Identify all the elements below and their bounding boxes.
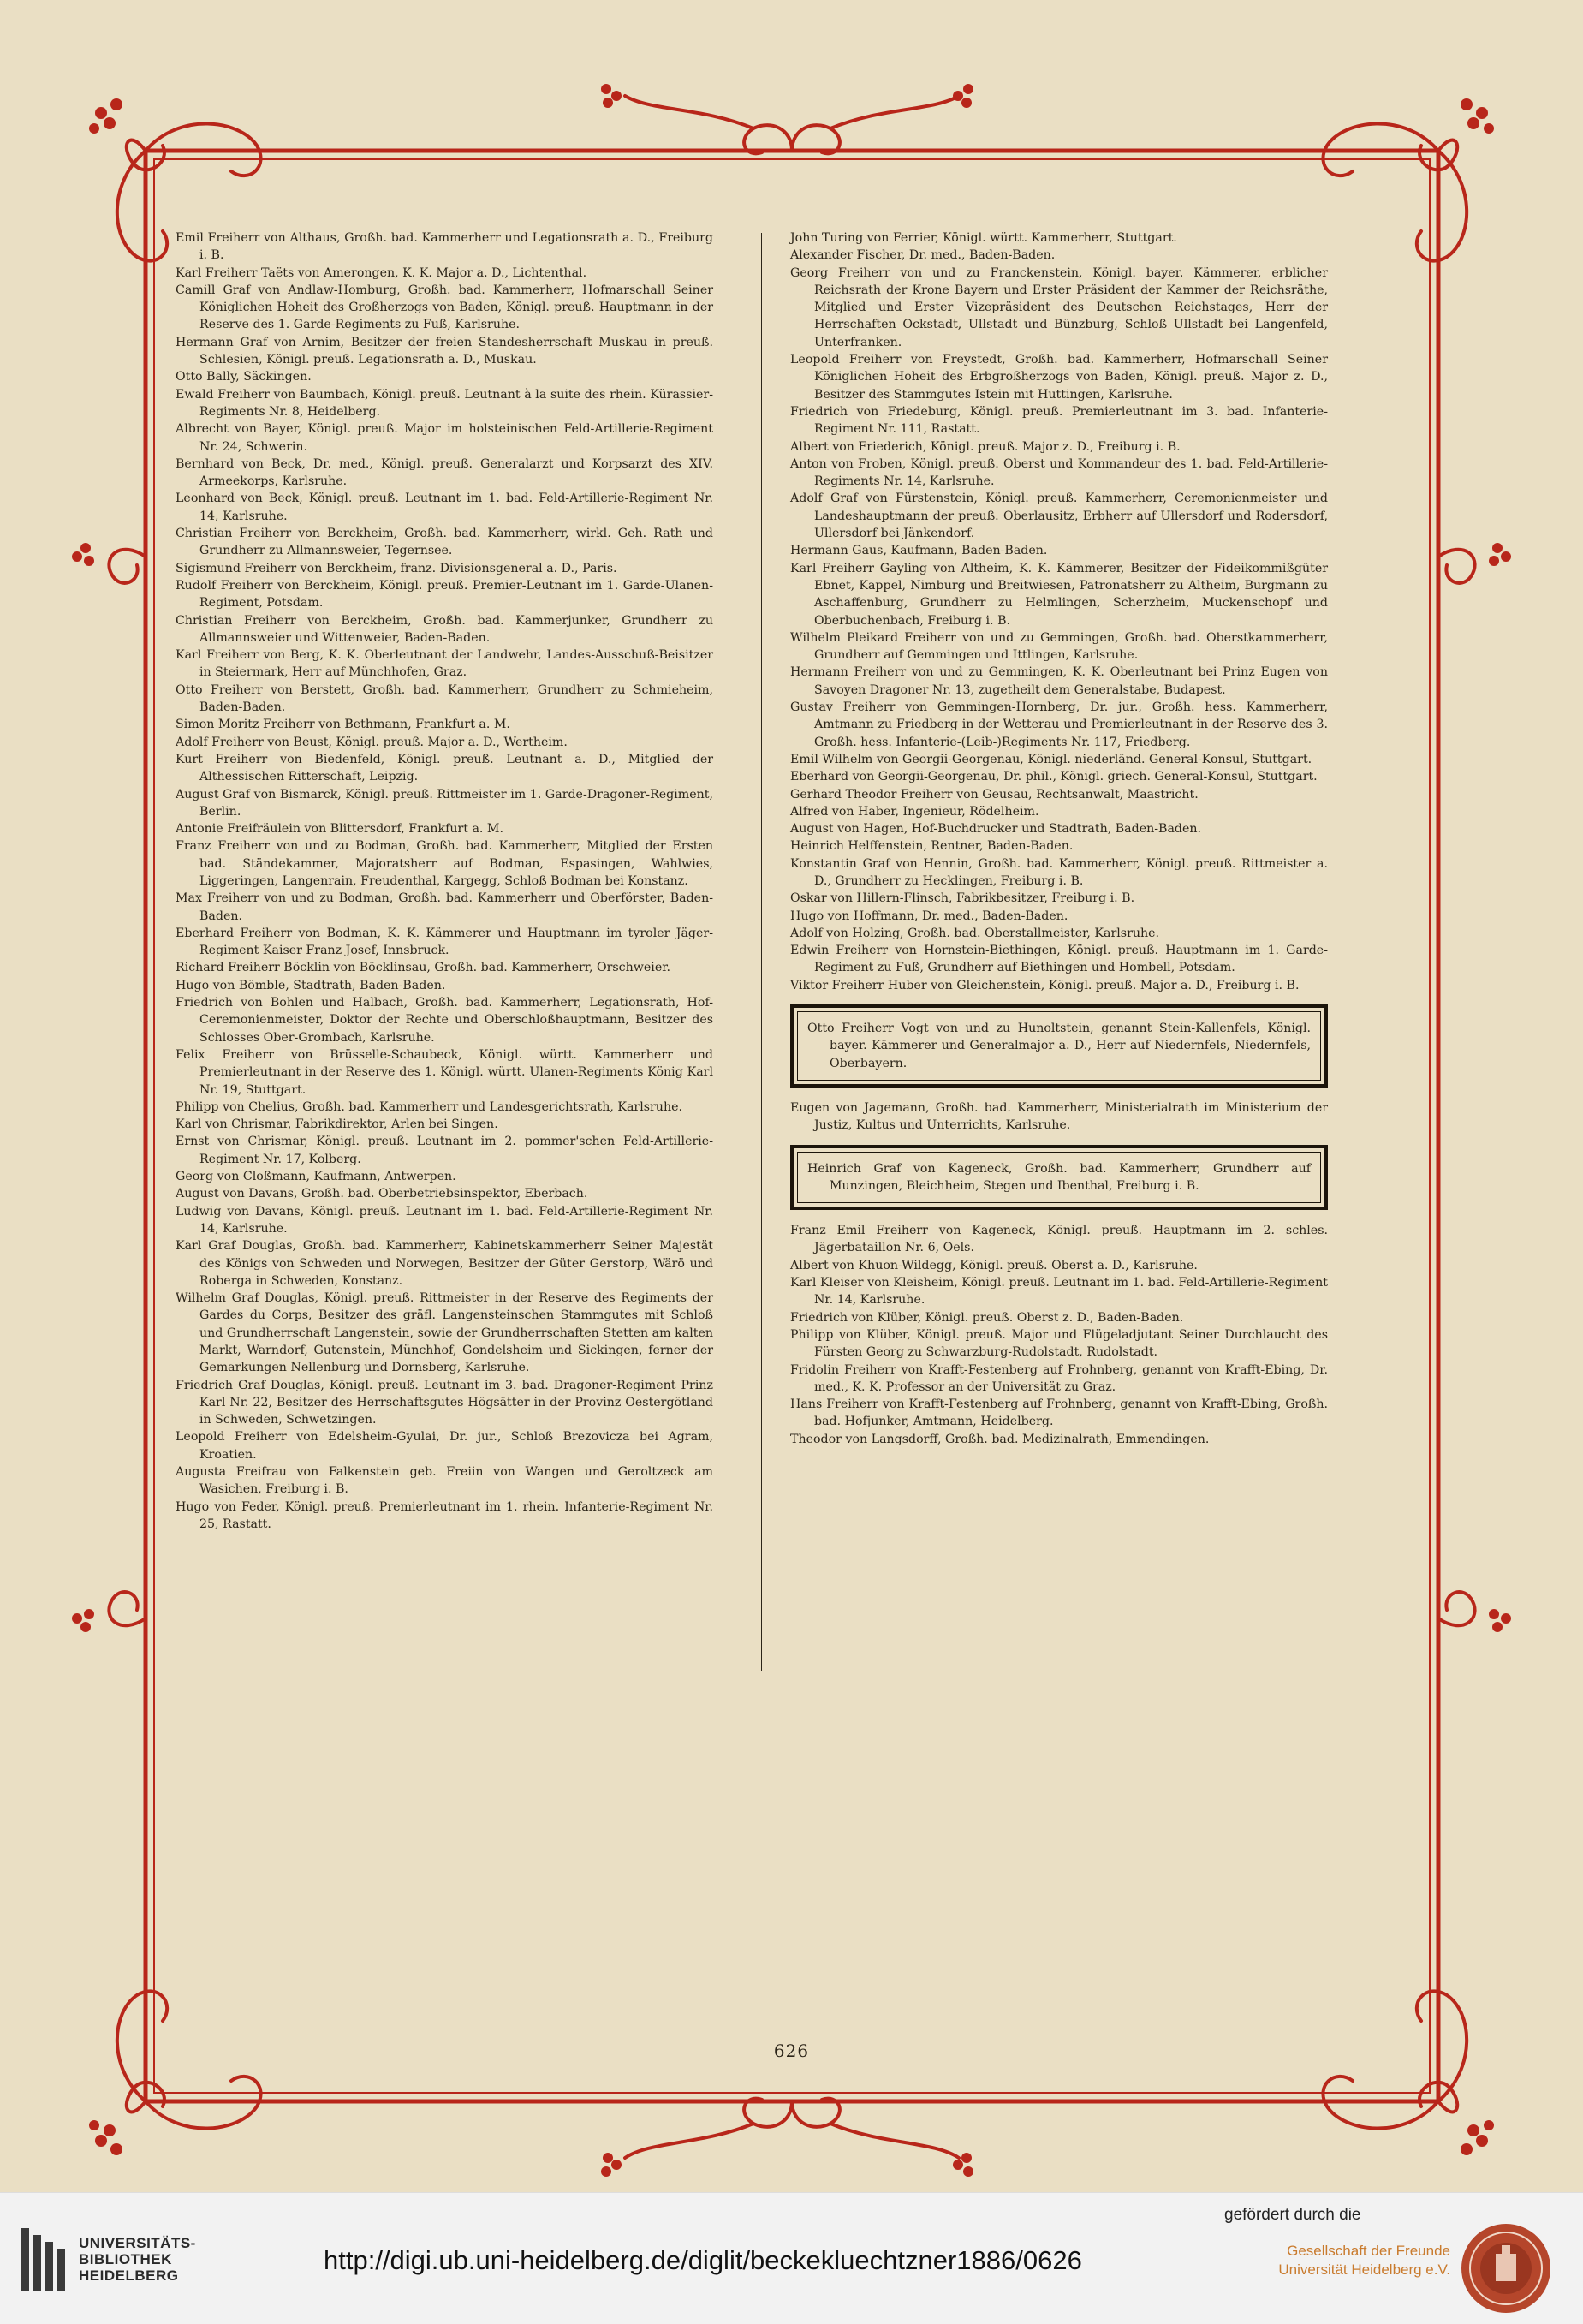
sponsor-name [1229, 2242, 1450, 2279]
library-logo-icon [21, 2228, 70, 2291]
right-column-bottom-entries [790, 1222, 1328, 1448]
list-entry: Heinrich Graf von Kageneck, Großh. bad. Kammerherr, Grundherr auf Munzingen, Bleichheim, Stegen und Ibenthal, Freiburg i. B. [807, 1161, 1311, 1193]
sponsor-line-1: Gesellschaft der Freunde [1287, 2243, 1450, 2259]
list-entry: August Graf von Bismarck, Königl. preuß. Rittmeister im 1. Garde-Dragoner-Regiment, Berlin. [176, 787, 713, 819]
page-number: 626 [773, 2041, 810, 2061]
list-entry: Fridolin Freiherr von Krafft-Festenberg auf Frohnberg, genannt von Krafft-Ebing, Dr. med., K. K. Professor an der Universität zu Graz. [790, 1362, 1328, 1394]
list-entry: John Turing von Ferrier, Königl. württ. Kammerherr, Stuttgart. [790, 231, 1177, 245]
list-entry: Richard Freiherr Böcklin von Böcklinsau, Großh. bad. Kammerherr, Orschweier. [176, 961, 670, 975]
list-entry: Eugen von Jagemann, Großh. bad. Kammerherr, Ministerialrath im Ministerium der Justiz, Kultus und Unterrichts, Karlsruhe. [790, 1100, 1328, 1133]
list-entry: Ludwig von Davans, Königl. preuß. Leutnant im 1. bad. Feld-Artillerie-Regiment Nr. 14, Karlsruhe. [176, 1204, 713, 1236]
list-entry: Karl Freiherr Taëts von Amerongen, K. K. Major a. D., Lichtenthal. [176, 265, 587, 280]
list-entry: Otto Freiherr Vogt von und zu Hunoltstein, genannt Stein-Kallenfels, Königl. bayer. Kämmerer und Generalmajor a. D., Herr auf Niedernfels, Niedernfels, Oberbayern. [807, 1022, 1311, 1070]
list-entry: Karl Freiherr Gayling von Altheim, K. K. Kämmerer, Besitzer der Fideikommißgüter Ebnet, Kappel, Nimburg und Breitwiesen, Patronatsherr zu Altheim, Burgmann zu Aschaffenburg, Grundherr zu Helmlingen, Scherzheim, Muckenschopf und Oberbuchenbach, Freiburg i. B. [790, 561, 1328, 628]
library-line-3: HEIDELBERG [79, 2267, 179, 2284]
list-entry: Gustav Freiherr von Gemmingen-Hornberg, Dr. jur., Großh. hess. Kammerherr, Amtmann zu Friedberg in der Wetterau und Premierleutnant in der Reserve des 3. Großh. hess. Infanterie-(Leib-)Regiments Nr. 117, Friedberg. [790, 700, 1328, 749]
list-entry: Simon Moritz Freiherr von Bethmann, Frankfurt a. M. [176, 718, 510, 732]
list-entry: Alexander Fischer, Dr. med., Baden-Baden. [790, 248, 1056, 263]
list-entry: Leopold Freiherr von Freystedt, Großh. bad. Kammerherr, Hofmarschall Seiner Königlichen Hoheit des Erbgroßherzogs von Baden, Königl. preuß. Major z. D., Besitzer des Stammgutes Istein mit Huttingen, Karlsruhe. [790, 353, 1328, 402]
list-entry: Albert von Khuon-Wildegg, Königl. preuß. Oberst a. D., Karlsruhe. [790, 1258, 1198, 1272]
list-entry: Friedrich von Klüber, Königl. preuß. Oberst z. D., Baden-Baden. [790, 1310, 1184, 1325]
library-line-1: UNIVERSITÄTS- [79, 2235, 196, 2251]
left-column [176, 229, 713, 1533]
right-column [790, 229, 1328, 1448]
list-entry: Rudolf Freiherr von Berckheim, Königl. preuß. Premier-Leutnant im 1. Garde-Ulanen-Regiment, Potsdam. [176, 578, 713, 611]
list-entry: Karl Kleiser von Kleisheim, Königl. preuß. Leutnant im 1. bad. Feld-Artillerie-Regiment Nr. 14, Karlsruhe. [790, 1276, 1328, 1308]
right-column-top-entries [790, 229, 1328, 994]
list-entry: Leonhard von Beck, Königl. preuß. Leutnant im 1. bad. Feld-Artillerie-Regiment Nr. 14, Karlsruhe. [176, 492, 713, 523]
list-entry: Otto Bally, Säckingen. [176, 370, 312, 384]
list-entry: Emil Freiherr von Althaus, Großh. bad. Kammerherr und Legationsrath a. D., Freiburg i. B. [176, 231, 713, 263]
list-entry: Antonie Freifräulein von Blittersdorf, Frankfurt a. M. [176, 822, 503, 837]
list-entry: Franz Emil Freiherr von Kageneck, Königl. preuß. Hauptmann im 2. schles. Jägerbataillon Nr. 6, Oels. [790, 1224, 1328, 1255]
list-entry: August von Hagen, Hof-Buchdrucker und Stadtrath, Baden-Baden. [790, 822, 1202, 837]
list-entry: Oskar von Hillern-Flinsch, Fabrikbesitzer, Freiburg i. B. [790, 891, 1135, 906]
list-entry: Wilhelm Graf Douglas, Königl. preuß. Rittmeister in der Reserve des Regiments der Gardes du Corps, Besitzer des gräfl. Langensteinschen Stammgutes mit Schloß und Grundherrschaft Langenstein, sowie der Grundherrschaften Stetten am kalten Markt, Warndorf, Gutenstein, Münchhof, Gondelsheim und Sickingen, ferner der Gemarkungen Nellenburg und Dornsberg, Karlsruhe. [176, 1291, 713, 1375]
list-entry: Wilhelm Pleikard Freiherr von und zu Gemmingen, Großh. bad. Oberstkammerherr, Grundherr auf Gemmingen und Ittlingen, Karlsruhe. [790, 630, 1328, 663]
university-seal-icon [1459, 2221, 1553, 2315]
list-entry: Eberhard von Georgii-Georgenau, Dr. phil., Königl. griech. General-Konsul, Stuttgart. [790, 770, 1318, 784]
list-entry: Hugo von Bömble, Stadtrath, Baden-Baden. [176, 978, 446, 992]
list-entry: Hermann Freiherr von und zu Gemmingen, K. K. Oberleutnant bei Prinz Eugen von Savoyen Dragoner Nr. 13, zugetheilt dem Generalstabe, Budapest. [790, 665, 1328, 697]
list-entry: Heinrich Helffenstein, Rentner, Baden-Baden. [790, 839, 1074, 854]
list-entry: Karl von Chrismar, Fabrikdirektor, Arlen bei Singen. [176, 1117, 498, 1132]
list-entry: Eberhard Freiherr von Bodman, K. K. Kämmerer und Hauptmann im tyroler Jäger-Regiment Kaiser Franz Josef, Innsbruck. [176, 926, 713, 958]
library-line-2: BIBLIOTHEK [79, 2251, 172, 2267]
sponsor-line-2: Universität Heidelberg e.V. [1278, 2261, 1450, 2278]
permalink-url[interactable]: http://digi.ub.uni-heidelberg.de/diglit/beckekluechtzner1886/0626 [324, 2245, 1082, 2275]
list-entry: Albert von Friederich, Königl. preuß. Major z. D., Freiburg i. B. [790, 439, 1181, 454]
list-entry: Emil Wilhelm von Georgii-Georgenau, Königl. niederländ. General-Konsul, Stuttgart. [790, 752, 1312, 766]
list-entry: Max Freiherr von und zu Bodman, Großh. bad. Kammerherr und Oberförster, Baden-Baden. [176, 891, 713, 923]
list-entry: Bernhard von Beck, Dr. med., Königl. preuß. Generalarzt und Korpsarzt des XIV. Armeekorps, Karlsruhe. [176, 456, 713, 489]
list-entry: Felix Freiherr von Brüsselle-Schaubeck, Königl. württ. Kammerherr und Premierleutnant in der Reserve des 1. Königl. württ. Ulanen-Regiments König Karl Nr. 19, Stuttgart. [176, 1047, 713, 1097]
list-entry: Albrecht von Bayer, Königl. preuß. Major im holsteinischen Feld-Artillerie-Regiment Nr. 24, Schwerin. [176, 422, 713, 454]
list-entry: Hugo von Hoffmann, Dr. med., Baden-Baden. [790, 909, 1068, 923]
funded-by-label: gefördert durch die [1224, 2206, 1361, 2224]
list-entry: Adolf Freiherr von Beust, Königl. preuß. Major a. D., Wertheim. [176, 735, 568, 749]
list-entry: Friedrich von Friedeburg, Königl. preuß. Premierleutnant im 3. bad. Infanterie-Regiment Nr. 111, Rastatt. [790, 404, 1328, 437]
list-entry: Edwin Freiherr von Hornstein-Biethingen, Königl. preuß. Hauptmann im 1. Garde-Regiment zu Fuß, Grundherr auf Biethingen und Hombell, Potsdam. [790, 944, 1328, 975]
list-entry: Gerhard Theodor Freiherr von Geusau, Rechtsanwalt, Maastricht. [790, 787, 1199, 801]
list-entry: Alfred von Haber, Ingenieur, Rödelheim. [790, 804, 1039, 819]
list-entry: Karl Freiherr von Berg, K. K. Oberleutnant der Landwehr, Landes-Ausschuß-Beisitzer in Steiermark, Herr auf Münchhofen, Graz. [176, 648, 713, 680]
list-entry: Ernst von Chrismar, Königl. preuß. Leutnant im 2. pommer'schen Feld-Artillerie-Regiment Nr. 17, Kolberg. [176, 1135, 713, 1166]
list-entry: Adolf Graf von Fürstenstein, Königl. preuß. Kammerherr, Ceremonienmeister und Landeshauptmann der preuß. Oberlausitz, Erbherr auf Ullersdorf und Rodersdorf, Ullersdorf bei Jänkendorf. [790, 492, 1328, 541]
list-entry: Philipp von Chelius, Großh. bad. Kammerherr und Landesgerichtsrath, Karlsruhe. [176, 1099, 682, 1114]
column-divider [761, 233, 762, 1671]
list-entry: Georg von Cloßmann, Kaufmann, Antwerpen. [176, 1170, 456, 1184]
list-entry: Konstantin Graf von Hennin, Großh. bad. Kammerherr, Königl. preuß. Rittmeister a. D., Grundherr zu Hecklingen, Freiburg i. B. [790, 856, 1328, 888]
list-entry: Kurt Freiherr von Biedenfeld, Königl. preuß. Leutnant a. D., Mitglied der Althessischen Ritterschaft, Leipzig. [176, 752, 713, 784]
list-entry: Leopold Freiherr von Edelsheim-Gyulai, Dr. jur., Schloß Brezovicza bei Agram, Kroatien. [176, 1430, 713, 1462]
list-entry: Hans Freiherr von Krafft-Festenberg auf Frohnberg, genannt von Krafft-Ebing, Großh. bad. Hofjunker, Amtmann, Heidelberg. [790, 1397, 1328, 1429]
list-entry: Karl Graf Douglas, Großh. bad. Kammerherr, Kabinetskammerherr Seiner Majestät des Königs von Schweden und Norwegen, Besitzer der Güter Gerstorp, Wärö und Roberga in Schweden, Konstanz. [176, 1239, 713, 1288]
list-entry: Georg Freiherr von und zu Franckenstein, Königl. bayer. Kämmerer, erblicher Reichsrath der Krone Bayern und Erster Präsident der Kammer der Reichsräthe, Mitglied und Erster Vizepräsident des Deutschen Reichstages, Herr der Herrschaften Ockstadt, Ullstadt und Bünzburg, Schloß Ullstadt bei Langenfeld, Unterfranken. [790, 265, 1328, 349]
list-entry: Christian Freiherr von Berckheim, Großh. bad. Kammerherr, wirkl. Geh. Rath und Grundherr zu Allmannsweier, Tegernsee. [176, 527, 713, 558]
list-entry: Theodor von Langsdorff, Großh. bad. Medizinalrath, Emmendingen. [790, 1432, 1210, 1446]
list-entry: Hermann Graf von Arnim, Besitzer der freien Standesherrschaft Muskau in preuß. Schlesien, Königl. preuß. Legationsrath a. D., Muskau. [176, 335, 713, 367]
list-entry: Christian Freiherr von Berckheim, Großh. bad. Kammerjunker, Grundherr zu Allmannsweier und Wittenweier, Baden-Baden. [176, 613, 713, 645]
list-entry: Friedrich von Bohlen und Halbach, Großh. bad. Kammerherr, Legationsrath, Hof-Ceremonienmeister, Doktor der Rechte und Oberschloßhauptmann, Besitzer des Schlosses Ober-Grombach, Karlsruhe. [176, 996, 713, 1045]
list-entry: Camill Graf von Andlaw-Homburg, Großh. bad. Kammerherr, Hofmarschall Seiner Königlichen Hoheit des Großherzogs von Baden, Königl. preuß. Hauptmann in der Reserve des 1. Garde-Regiments zu Fuß, Karlsruhe. [176, 283, 713, 332]
list-entry: Viktor Freiherr Huber von Gleichenstein, Königl. preuß. Major a. D., Freiburg i. B. [790, 978, 1300, 992]
list-entry: Hugo von Feder, Königl. preuß. Premierleutnant im 1. rhein. Infanterie-Regiment Nr. 25, Rastatt. [176, 1499, 713, 1531]
list-entry: August von Davans, Großh. bad. Oberbetriebsinspektor, Eberbach. [176, 1187, 588, 1201]
boxed-entry-hunoltstein [790, 1004, 1328, 1088]
list-entry: Anton von Froben, Königl. preuß. Oberst und Kommandeur des 1. bad. Feld-Artillerie-Regiments Nr. 14, Karlsruhe. [790, 456, 1328, 489]
list-entry: Ewald Freiherr von Baumbach, Königl. preuß. Leutnant à la suite des rhein. Kürassier-Regiments Nr. 8, Heidelberg. [176, 387, 713, 419]
library-name [79, 2235, 196, 2284]
list-entry: Friedrich Graf Douglas, Königl. preuß. Leutnant im 3. bad. Dragoner-Regiment Prinz Karl Nr. 22, Besitzer des Herrschaftsgutes Högsätter in der Provinz Oestergötland in Schweden, Schwetzingen. [176, 1378, 713, 1427]
list-entry: Otto Freiherr von Berstett, Großh. bad. Kammerherr, Grundherr zu Schmieheim, Baden-Baden. [176, 682, 713, 715]
list-entry: Hermann Gaus, Kaufmann, Baden-Baden. [790, 544, 1048, 558]
boxed-entry-kageneck [790, 1145, 1328, 1211]
list-entry: Adolf von Holzing, Großh. bad. Oberstallmeister, Karlsruhe. [790, 926, 1160, 940]
list-entry: Philipp von Klüber, Königl. preuß. Major und Flügeladjutant Seiner Durchlaucht des Fürsten Georg zu Schwarzburg-Rudolstadt, Rudolstadt. [790, 1327, 1328, 1360]
list-entry: Augusta Freifrau von Falkenstein geb. Freiin von Wangen und Geroltzeck am Wasichen, Freiburg i. B. [176, 1465, 713, 1497]
list-entry: Sigismund Freiherr von Berckheim, franz. Divisionsgeneral a. D., Paris. [176, 561, 617, 575]
list-entry: Franz Freiherr von und zu Bodman, Großh. bad. Kammerherr, Mitglied der Ersten bad. Ständekammer, Majoratsherr auf Bodman, Espasingen, Wahlwies, Liggeringen, Langenrain, Freudenthal, Kargegg, Schloß Bodman bei Konstanz. [176, 839, 713, 888]
